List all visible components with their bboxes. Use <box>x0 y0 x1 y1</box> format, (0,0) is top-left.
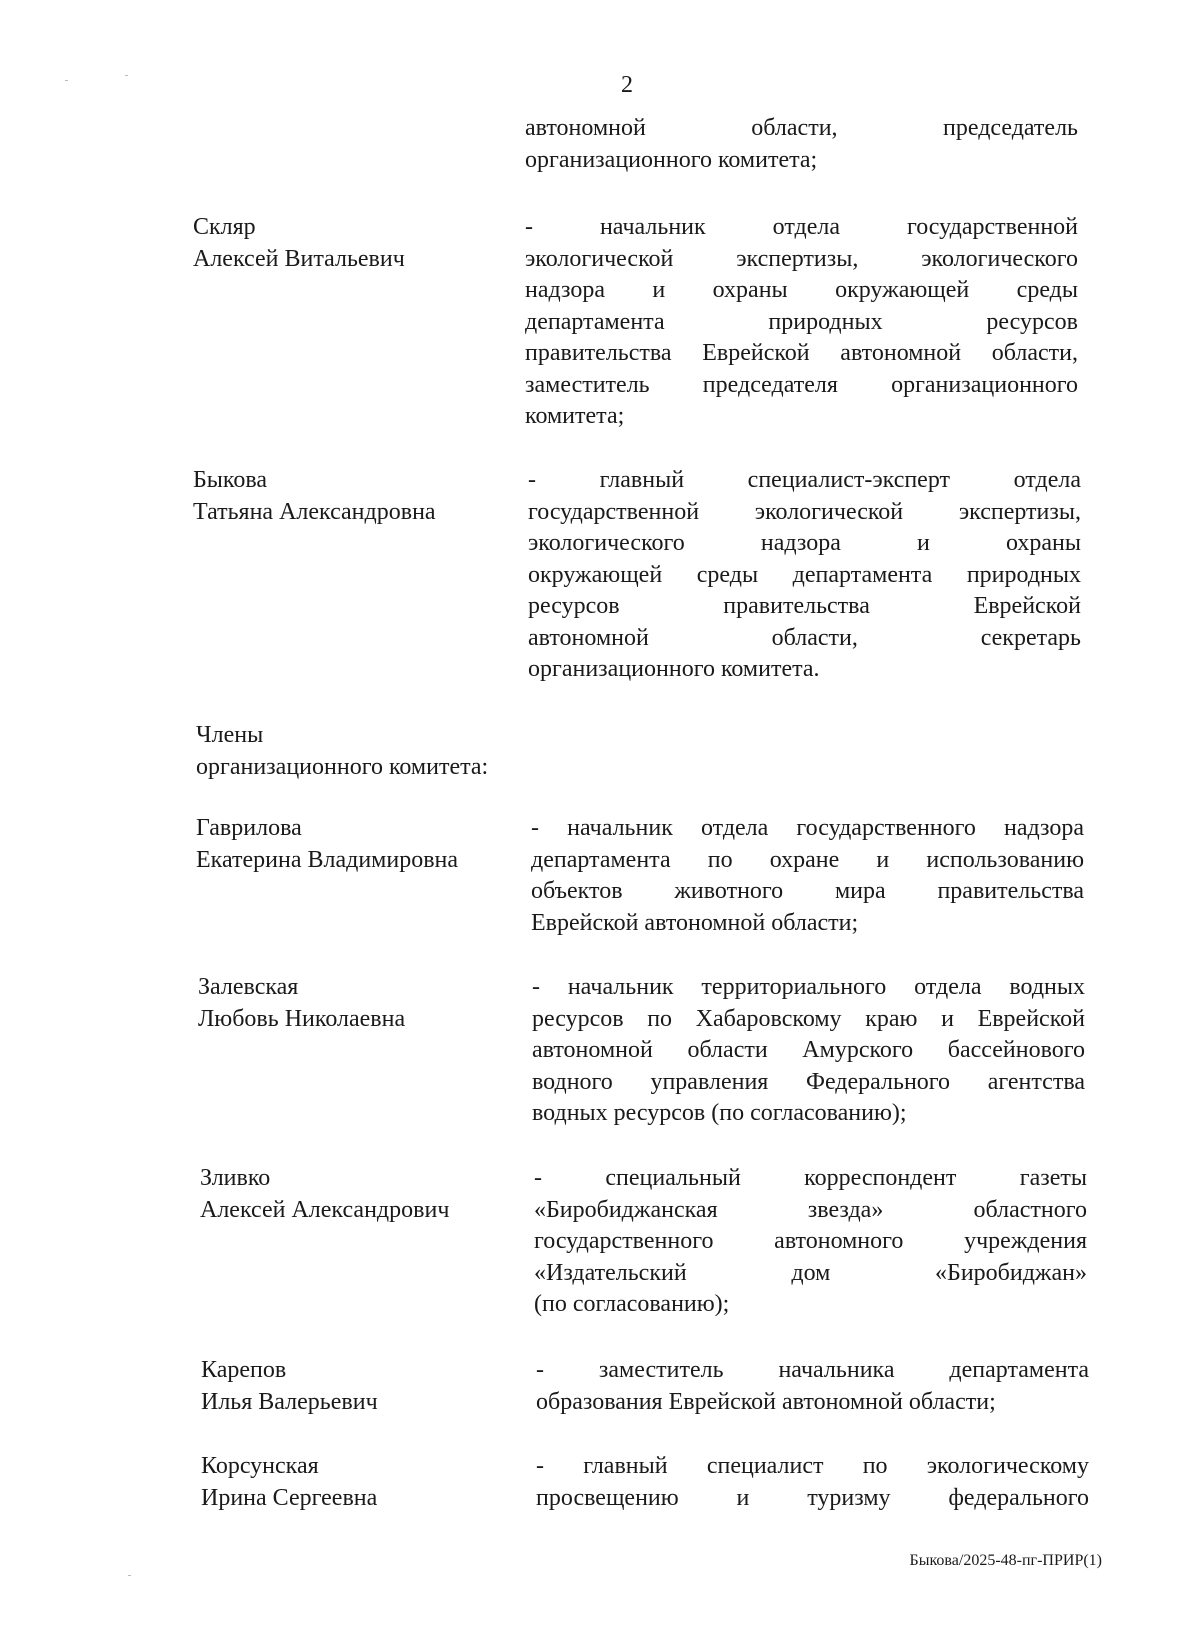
person-surname: Гаврилова <box>196 815 302 841</box>
description-line: организационного комитета. <box>528 656 820 682</box>
person-role-description <box>525 212 1078 433</box>
description-line: правительства Еврейской автономной области, <box>525 340 1078 366</box>
person-role-description <box>528 465 1081 686</box>
description-line: (по согласованию); <box>534 1291 730 1317</box>
person-surname: Зливко <box>200 1165 271 1191</box>
description-line: ресурсов правительства Еврейской <box>528 593 1081 619</box>
person-role-description <box>536 1355 1089 1418</box>
description-line: - заместитель начальника департамента <box>536 1357 1089 1383</box>
person-surname: Карепов <box>201 1357 287 1383</box>
person-surname: Скляр <box>193 214 256 240</box>
person-name <box>198 972 518 1035</box>
person-surname: Корсунская <box>201 1453 319 1479</box>
description-line: - специальный корреспондент газеты <box>534 1165 1087 1191</box>
description-line: «Издательский дом «Биробиджан» <box>534 1259 1087 1286</box>
chairman-description <box>525 113 1078 176</box>
person-given-names: Екатерина Владимировна <box>196 846 459 873</box>
description-line: - главный специалист по экологическому <box>536 1453 1089 1479</box>
description-line: департамента по охране и использованию <box>531 846 1084 873</box>
description-line: «Биробиджанская звезда» областного <box>534 1196 1087 1223</box>
person-name <box>193 212 513 275</box>
description-line: Еврейской автономной области; <box>531 909 859 936</box>
description-line: государственного автономного учреждения <box>534 1228 1087 1254</box>
person-name <box>196 813 516 876</box>
description-line: образования Еврейской автономной области; <box>536 1388 996 1415</box>
person-surname: Залевская <box>198 974 299 1000</box>
page-number: 2 <box>621 72 633 98</box>
description-line: - главный специалист-эксперт отдела <box>528 467 1081 493</box>
description-line: экологического надзора и охраны <box>528 530 1081 556</box>
scan-speck <box>128 1575 131 1576</box>
person-given-names: Любовь Николаевна <box>198 1005 406 1032</box>
description-line: организационного комитета; <box>525 146 818 173</box>
description-line: ресурсов по Хабаровскому краю и Еврейской <box>532 1005 1085 1032</box>
person-given-names: Алексей Витальевич <box>193 245 405 272</box>
description-line: заместитель председателя организационного <box>525 371 1078 398</box>
person-role-description <box>536 1451 1089 1514</box>
person-role-description <box>532 972 1085 1130</box>
description-line: автономной области Амурского бассейнового <box>532 1037 1085 1063</box>
description-line: - начальник территориального отдела водных <box>532 974 1085 1000</box>
person-role-description <box>531 813 1084 939</box>
description-line: надзора и охраны окружающей среды <box>525 277 1078 303</box>
members-heading <box>196 720 488 783</box>
description-line: водных ресурсов (по согласованию); <box>532 1100 907 1126</box>
members-heading-line: Члены <box>196 722 264 748</box>
description-line: комитета; <box>525 403 625 429</box>
scan-speck <box>65 80 68 81</box>
person-given-names: Ирина Сергеевна <box>201 1484 378 1511</box>
description-line: - начальник отдела государственной <box>525 214 1078 240</box>
members-heading-line: организационного комитета: <box>196 753 489 780</box>
person-name <box>201 1355 521 1418</box>
person-surname: Быкова <box>193 467 268 493</box>
person-role-description <box>534 1163 1087 1321</box>
description-line: экологической экспертизы, экологического <box>525 245 1078 272</box>
description-line: автономной области, председатель <box>525 115 1078 141</box>
scan-speck <box>125 75 128 76</box>
person-name <box>200 1163 520 1226</box>
person-given-names: Татьяна Александровна <box>193 498 436 525</box>
person-given-names: Алексей Александрович <box>200 1196 450 1223</box>
description-line: просвещению и туризму федерального <box>536 1484 1089 1511</box>
description-line: водного управления Федерального агентства <box>532 1068 1085 1095</box>
person-given-names: Илья Валерьевич <box>201 1388 378 1415</box>
description-line: государственной экологической экспертизы, <box>528 498 1081 525</box>
person-name <box>193 465 513 528</box>
description-line: автономной области, секретарь <box>528 624 1081 651</box>
description-line: - начальник отдела государственного надзора <box>531 815 1084 841</box>
description-line: объектов животного мира правительства <box>531 878 1084 904</box>
description-line: департамента природных ресурсов <box>525 308 1078 335</box>
description-line: окружающей среды департамента природных <box>528 561 1081 588</box>
person-name <box>201 1451 521 1514</box>
document-reference-code: Быкова/2025-48-пг-ПРИР(1) <box>909 1552 1102 1569</box>
